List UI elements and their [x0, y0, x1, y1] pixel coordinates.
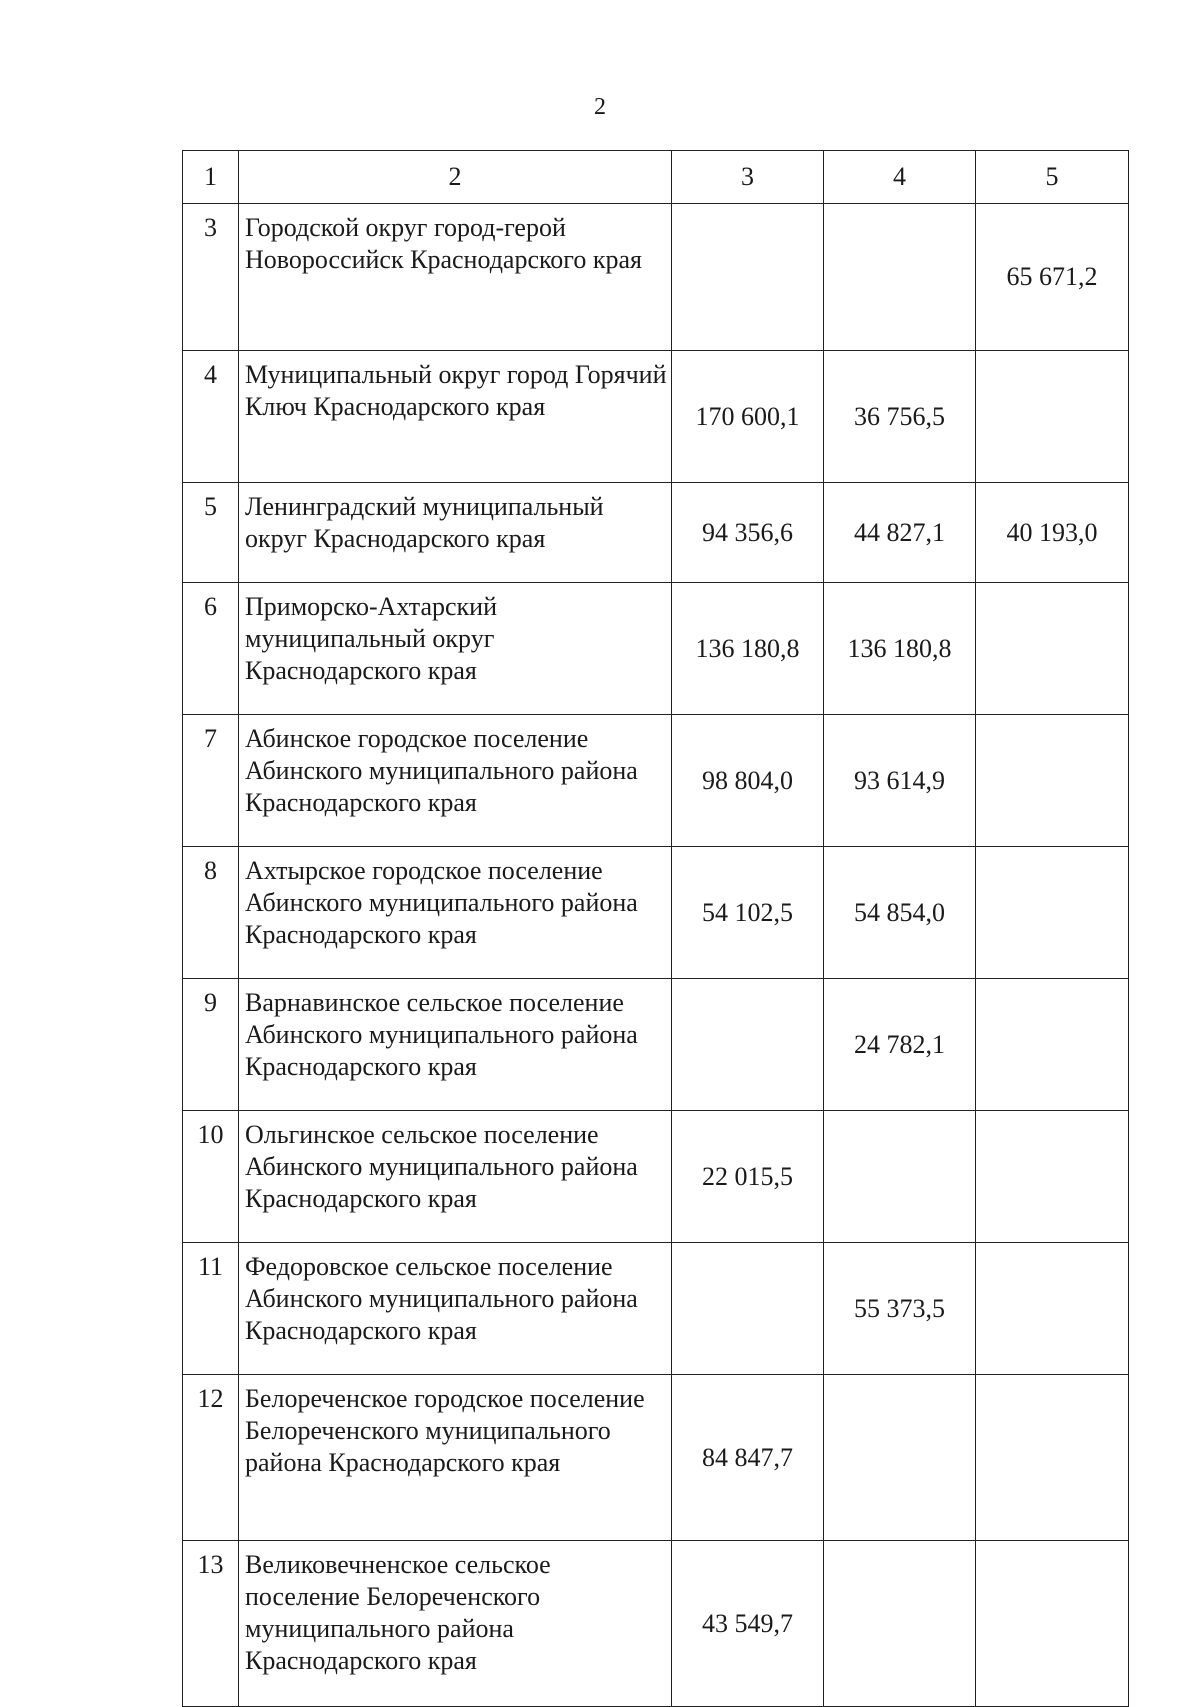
value-col-3 [672, 1243, 824, 1375]
value-col-3 [672, 979, 824, 1111]
value-col-3: 94 356,6 [672, 483, 824, 583]
value-col-5: 65 671,2 [976, 204, 1129, 351]
value-col-5: 40 193,0 [976, 483, 1129, 583]
value-col-4: 136 180,8 [824, 583, 976, 715]
municipality-name: Ольгинское сельское поселение Абинского муниципального района Краснодарского края [239, 1111, 672, 1243]
table-row [183, 715, 1129, 847]
table-row [183, 1111, 1129, 1243]
row-number: 9 [183, 979, 239, 1111]
municipality-name: Абинское городское поселение Абинского муниципального района Краснодарского края [239, 715, 672, 847]
row-number: 4 [183, 351, 239, 483]
row-number: 6 [183, 583, 239, 715]
value-col-4 [824, 1111, 976, 1243]
value-col-4: 36 756,5 [824, 351, 976, 483]
municipality-name: Варнавинское сельское поселение Абинского муниципального района Краснодарского края [239, 979, 672, 1111]
row-number: 10 [183, 1111, 239, 1243]
value-col-4: 55 373,5 [824, 1243, 976, 1375]
value-col-5 [976, 583, 1129, 715]
value-col-4: 93 614,9 [824, 715, 976, 847]
value-col-4: 54 854,0 [824, 847, 976, 979]
value-col-5 [976, 1541, 1129, 1707]
header-cell-4: 4 [824, 151, 976, 204]
value-col-5 [976, 351, 1129, 483]
value-col-5 [976, 979, 1129, 1111]
table-row [183, 1243, 1129, 1375]
value-col-4 [824, 204, 976, 351]
header-cell-3: 3 [672, 151, 824, 204]
value-col-3: 98 804,0 [672, 715, 824, 847]
value-col-5 [976, 715, 1129, 847]
municipality-name: Федоровское сельское поселение Абинского муниципального района Краснодарского края [239, 1243, 672, 1375]
value-col-4: 44 827,1 [824, 483, 976, 583]
value-col-3: 170 600,1 [672, 351, 824, 483]
table-row [183, 483, 1129, 583]
value-col-4: 24 782,1 [824, 979, 976, 1111]
row-number: 7 [183, 715, 239, 847]
value-col-3 [672, 204, 824, 351]
table-row [183, 1375, 1129, 1541]
table-row [183, 1541, 1129, 1707]
value-col-3: 54 102,5 [672, 847, 824, 979]
header-cell-1: 1 [183, 151, 239, 204]
page-number: 2 [594, 94, 606, 120]
table-row [183, 847, 1129, 979]
header-cell-2: 2 [239, 151, 672, 204]
value-col-4 [824, 1375, 976, 1541]
value-col-3: 22 015,5 [672, 1111, 824, 1243]
row-number: 3 [183, 204, 239, 351]
municipality-name: Ахтырское городское поселение Абинского муниципального района Краснодарского края [239, 847, 672, 979]
municipality-name: Белореченское городское поселение Белореченского муниципального района Краснодарского края [239, 1375, 672, 1541]
municipality-name: Муниципальный округ город Горячий Ключ Краснодарского края [239, 351, 672, 483]
allocation-table [182, 150, 1129, 1707]
municipality-name: Великовечненское сельское поселение Белореченского муниципального района Краснодарского края [239, 1541, 672, 1707]
value-col-5 [976, 847, 1129, 979]
value-col-3: 136 180,8 [672, 583, 824, 715]
row-number: 5 [183, 483, 239, 583]
table-header-row [183, 151, 1129, 204]
value-col-3: 84 847,7 [672, 1375, 824, 1541]
table-row [183, 351, 1129, 483]
value-col-5 [976, 1375, 1129, 1541]
table-row [183, 583, 1129, 715]
value-col-5 [976, 1243, 1129, 1375]
table-row [183, 204, 1129, 351]
value-col-3: 43 549,7 [672, 1541, 824, 1707]
row-number: 11 [183, 1243, 239, 1375]
header-cell-5: 5 [976, 151, 1129, 204]
table-row [183, 979, 1129, 1111]
municipality-name: Ленинградский муниципальный округ Краснодарского края [239, 483, 672, 583]
municipality-name: Приморско-Ахтарский муниципальный округ Краснодарского края [239, 583, 672, 715]
row-number: 12 [183, 1375, 239, 1541]
value-col-4 [824, 1541, 976, 1707]
municipality-name: Городской округ город-герой Новороссийск Краснодарского края [239, 204, 672, 351]
row-number: 13 [183, 1541, 239, 1707]
row-number: 8 [183, 847, 239, 979]
value-col-5 [976, 1111, 1129, 1243]
